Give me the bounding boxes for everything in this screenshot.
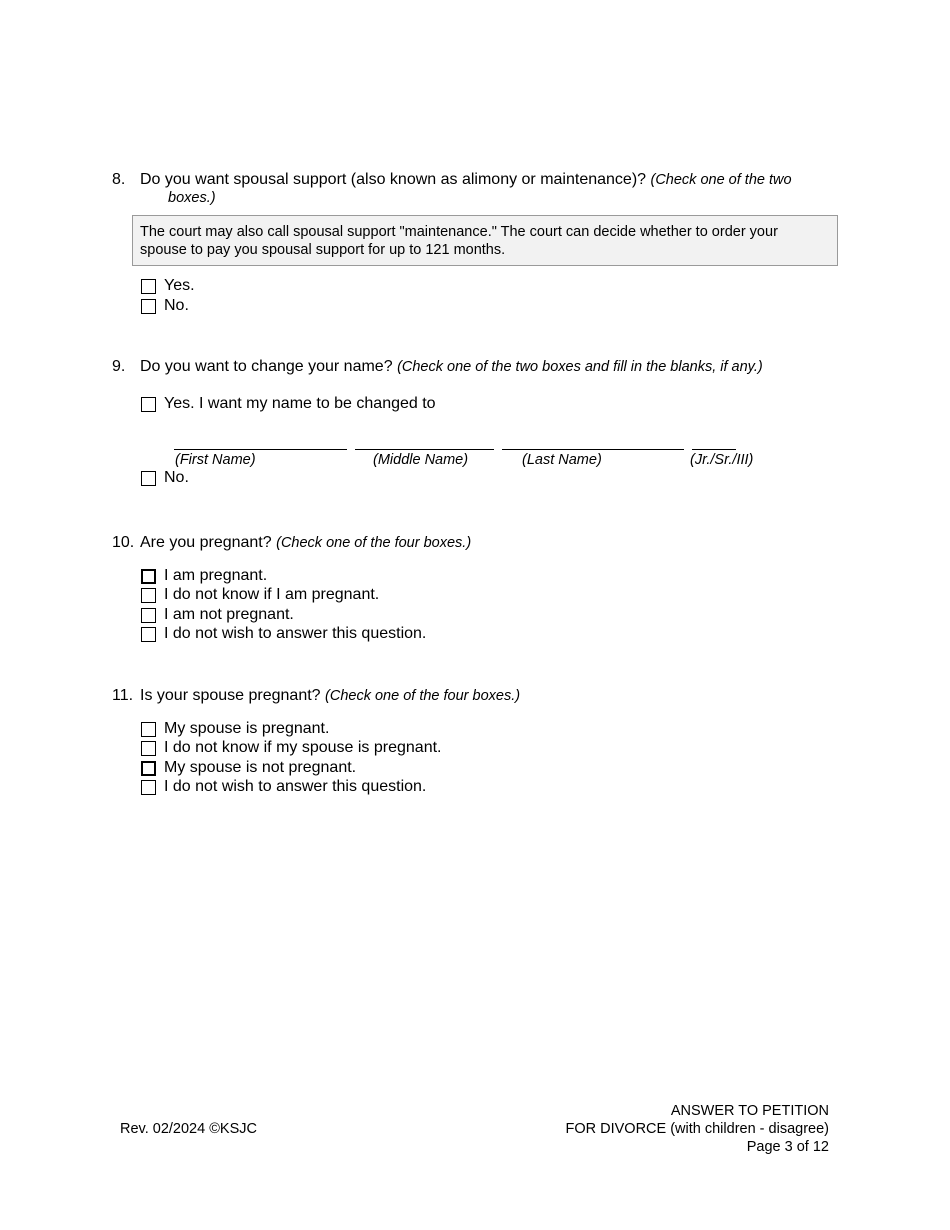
q9-hint: (Check one of the two boxes and fill in the blanks, if any.) [397, 359, 763, 375]
q10-hint: (Check one of the four boxes.) [276, 535, 472, 551]
last-name-blank[interactable] [502, 449, 684, 450]
footer-page-number: Page 3 of 12 [746, 1139, 829, 1155]
q9-option-yes[interactable] [141, 395, 436, 413]
q10-option-not-pregnant[interactable] [141, 606, 294, 624]
checkbox[interactable] [141, 780, 156, 795]
q8-option-yes-label: Yes. [164, 277, 195, 294]
checkbox[interactable] [141, 299, 156, 314]
q8-hint: (Check one of the two [650, 172, 792, 188]
checkbox[interactable] [141, 279, 156, 294]
middle-name-label: (Middle Name) [373, 452, 469, 468]
checkbox[interactable] [141, 608, 156, 623]
q11-option-label: I do not know if my spouse is pregnant. [164, 739, 442, 756]
q11-question-text: Is your spouse pregnant? [140, 687, 321, 704]
checkbox[interactable] [141, 741, 156, 756]
q8-option-yes[interactable] [141, 277, 195, 295]
last-name-label: (Last Name) [522, 452, 602, 468]
q11-option-label: My spouse is pregnant. [164, 720, 330, 737]
q10-question-text: Are you pregnant? [140, 534, 272, 551]
q9-option-no[interactable] [141, 469, 189, 487]
q11-option-label: I do not wish to answer this question. [164, 778, 427, 795]
q10-option-label: I do not wish to answer this question. [164, 625, 427, 642]
q10-option-no-answer[interactable] [141, 625, 426, 643]
q10-option-label: I am not pregnant. [164, 606, 294, 623]
q10-option-unknown[interactable] [141, 586, 379, 604]
q8-number: 8. [112, 171, 126, 188]
q10-option-label: I am pregnant. [164, 567, 268, 584]
checkbox[interactable] [141, 761, 156, 776]
first-name-blank[interactable] [174, 449, 347, 450]
checkbox[interactable] [141, 569, 156, 584]
q9-question-text: Do you want to change your name? [140, 358, 393, 375]
checkbox[interactable] [141, 588, 156, 603]
checkbox[interactable] [141, 722, 156, 737]
q8-note-line-1: The court may also call spousal support "maintenance." The court can decide whether to order your [140, 224, 778, 240]
q11-question [140, 687, 520, 705]
first-name-label: (First Name) [175, 452, 256, 468]
q9-option-no-label: No. [164, 469, 189, 486]
checkbox[interactable] [141, 627, 156, 642]
q8-question-text: Do you want spousal support (also known as alimony or maintenance)? [140, 171, 647, 188]
middle-name-blank[interactable] [355, 449, 494, 450]
footer-revision: Rev. 02/2024 ©KSJC [120, 1121, 257, 1137]
q11-option-label: My spouse is not pregnant. [164, 759, 357, 776]
q9-number: 9. [112, 358, 126, 375]
suffix-label: (Jr./Sr./III) [690, 452, 754, 468]
footer-document-title [566, 1102, 830, 1156]
q9-option-yes-label: Yes. I want my name to be changed to [164, 395, 436, 412]
footer-title-line-1: ANSWER TO PETITION [670, 1103, 829, 1119]
q8-option-no-label: No. [164, 297, 189, 314]
q10-number: 10. [112, 534, 135, 551]
q9-question [140, 358, 763, 376]
q10-option-label: I do not know if I am pregnant. [164, 586, 380, 603]
q8-question [140, 171, 792, 189]
footer-title-line-2: FOR DIVORCE (with children - disagree) [565, 1121, 829, 1137]
q11-option-unknown[interactable] [141, 739, 441, 757]
checkbox[interactable] [141, 471, 156, 486]
q11-hint: (Check one of the four boxes.) [325, 688, 521, 704]
q10-question [140, 534, 471, 552]
q11-option-no-answer[interactable] [141, 778, 426, 796]
q8-note-box [132, 215, 838, 266]
q11-number: 11. [112, 687, 134, 704]
q11-option-pregnant[interactable] [141, 720, 329, 738]
q8-hint-continuation: boxes.) [168, 190, 216, 206]
q8-option-no[interactable] [141, 297, 189, 315]
checkbox[interactable] [141, 397, 156, 412]
q10-option-pregnant[interactable] [141, 567, 267, 585]
q8-note-line-2: spouse to pay you spousal support for up to 121 months. [140, 242, 506, 258]
q11-option-not-pregnant[interactable] [141, 759, 356, 777]
suffix-blank[interactable] [692, 449, 736, 450]
